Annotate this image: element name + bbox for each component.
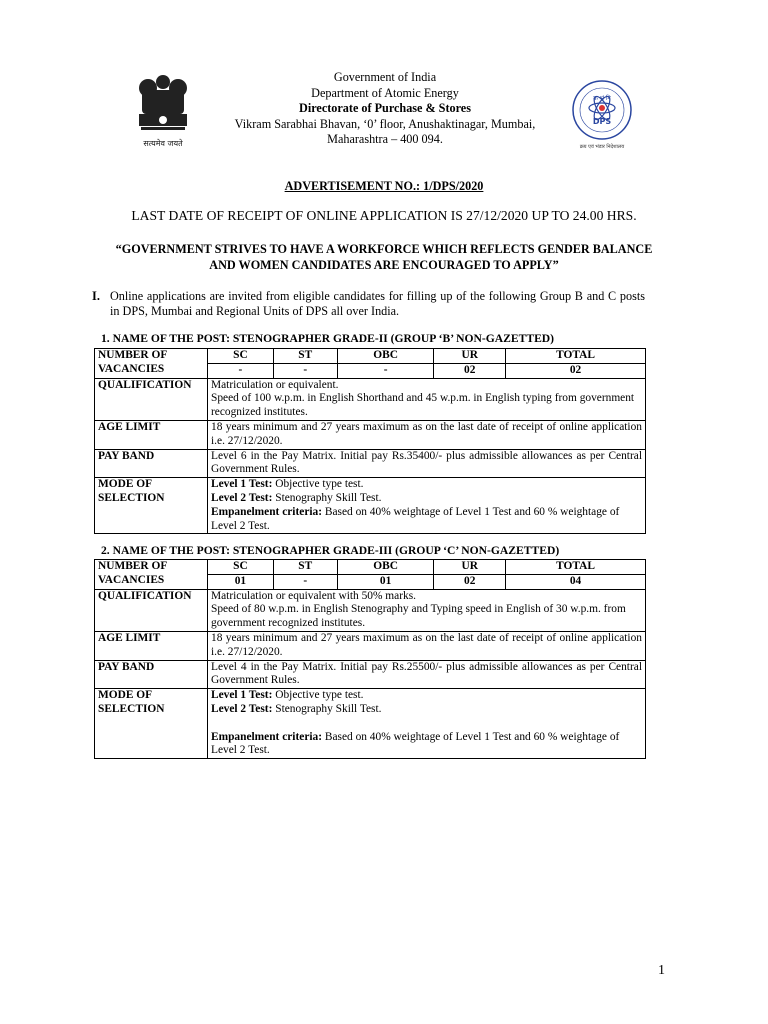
column-header: OBC xyxy=(337,560,434,575)
column-header: UR xyxy=(434,349,506,364)
column-header: SC xyxy=(208,349,274,364)
advertisement-number: ADVERTISEMENT NO.: 1/DPS/2020 xyxy=(284,179,484,193)
table-row xyxy=(95,349,646,364)
letterhead xyxy=(200,70,570,148)
svg-text:क्रय एवं भंडार निदेशालय: क्रय एवं भंडार निदेशालय xyxy=(579,144,625,150)
level-2-value: Stenography Skill Test. xyxy=(272,702,382,715)
vacancy-value: 02 xyxy=(434,363,506,378)
post-1-title: 1. NAME OF THE POST: STENOGRAPHER GRADE-II (GROUP ‘B’ NON-GAZETTED) xyxy=(101,332,555,345)
header-address-city: Maharashtra – 400 094. xyxy=(327,132,443,146)
vacancies-label: NUMBER OF VACANCIES xyxy=(95,349,208,379)
header-government: Government of India xyxy=(333,70,437,84)
post-2-table xyxy=(94,559,646,759)
mode-of-selection-label: MODE OF SELECTION xyxy=(95,478,208,534)
svg-text:सत्यमेव जयते: सत्यमेव जयते xyxy=(143,139,183,148)
vacancy-value: - xyxy=(273,574,337,589)
qualification-label: QUALIFICATION xyxy=(95,378,208,420)
qualification-line: Speed of 80 w.p.m. in English Stenography and Typing speed in English of 30 w.p.m. from government recognized institutes. xyxy=(211,603,626,630)
table-row xyxy=(95,631,646,660)
level-2-value: Stenography Skill Test. xyxy=(272,491,382,504)
svg-text:क्र भं नि: क्र भं नि xyxy=(593,95,611,102)
table-row xyxy=(95,378,646,420)
empanelment-criteria xyxy=(211,506,642,534)
mode-of-selection-cell xyxy=(208,478,646,534)
vacancy-value: 02 xyxy=(434,574,506,589)
intro-section-number: I. xyxy=(92,289,100,303)
level-2-label: Level 2 Test: xyxy=(211,491,273,504)
age-limit-value: 18 years minimum and 27 years maximum as on the last date of receipt of online application i.e. 27/12/2020. xyxy=(208,631,646,660)
age-limit-value: 18 years minimum and 27 years maximum as on the last date of receipt of online application i.e. 27/12/2020. xyxy=(208,420,646,449)
pay-band-value: Level 6 in the Pay Matrix. Initial pay Rs.35400/- plus admissible allowances as per Central Government Rules. xyxy=(208,449,646,478)
table-row xyxy=(95,660,646,689)
level-1-label: Level 1 Test: xyxy=(211,478,273,491)
vacancy-value: 02 xyxy=(506,363,646,378)
level-1-label: Level 1 Test: xyxy=(211,689,273,702)
mode-of-selection-label: MODE OF SELECTION xyxy=(95,689,208,759)
mode-of-selection-cell xyxy=(208,689,646,759)
qualification-cell xyxy=(208,378,646,420)
qualification-line: Matriculation or equivalent with 50% marks. xyxy=(211,589,416,602)
pay-band-label: PAY BAND xyxy=(95,449,208,478)
header-address-line: Vikram Sarabhai Bhavan, ‘0’ floor, Anushaktinagar, Mumbai, xyxy=(234,116,536,131)
page-number: 1 xyxy=(658,963,665,978)
column-header: UR xyxy=(434,560,506,575)
qualification-cell xyxy=(208,589,646,631)
qualification-line: Speed of 100 w.p.m. in English Shorthand and 45 w.p.m. in English typing from government recognized institutes. xyxy=(211,392,635,419)
vacancy-value: 04 xyxy=(506,574,646,589)
vacancy-value: 01 xyxy=(337,574,434,589)
header-department: Department of Atomic Energy xyxy=(311,85,459,100)
level-1-value: Objective type test. xyxy=(272,478,364,491)
qualification-label: QUALIFICATION xyxy=(95,589,208,631)
level-2-label: Level 2 Test: xyxy=(211,702,273,715)
qualification-line: Matriculation or equivalent. xyxy=(211,378,339,391)
svg-text:DPS: DPS xyxy=(592,117,612,126)
column-header: ST xyxy=(273,349,337,364)
empanelment-criteria xyxy=(211,731,642,759)
column-header: OBC xyxy=(337,349,434,364)
level-1-value: Objective type test. xyxy=(272,689,364,702)
national-emblem-logo xyxy=(128,72,198,150)
level-2-test xyxy=(211,703,642,717)
empanelment-value: Based on 40% weightage of Level 1 Test and 60 % weightage of Level 2 Test. xyxy=(211,505,620,532)
age-limit-label: AGE LIMIT xyxy=(95,420,208,449)
last-date-notice: LAST DATE OF RECEIPT OF ONLINE APPLICATION IS 27/12/2020 UP TO 24.00 HRS. xyxy=(131,208,637,223)
intro-paragraph: Online applications are invited from eligible candidates for filling up of the following Group B and C posts in DPS, Mumbai and Regional Units of DPS all over India. xyxy=(110,289,645,318)
empanelment-label: Empanelment criteria: xyxy=(211,505,323,518)
vacancy-value: - xyxy=(208,363,274,378)
post-2-title: 2. NAME OF THE POST: STENOGRAPHER GRADE-III (GROUP ‘C’ NON-GAZETTED) xyxy=(101,544,560,557)
level-1-test xyxy=(211,689,642,703)
age-limit-label: AGE LIMIT xyxy=(95,631,208,660)
post-1-table xyxy=(94,348,646,534)
gender-balance-quote: “GOVERNMENT STRIVES TO HAVE A WORKFORCE WHICH REFLECTS GENDER BALANCE AND WOMEN CANDIDATES ARE ENCOURAGED TO APPLY” xyxy=(115,242,653,272)
level-1-test xyxy=(211,478,642,492)
vacancy-value: - xyxy=(337,363,434,378)
pay-band-label: PAY BAND xyxy=(95,660,208,689)
column-header: SC xyxy=(208,560,274,575)
vacancies-label: NUMBER OF VACANCIES xyxy=(95,560,208,590)
table-row xyxy=(95,689,646,759)
dps-logo xyxy=(566,78,638,154)
spacer xyxy=(211,717,642,731)
vacancy-value: - xyxy=(273,363,337,378)
column-header: TOTAL xyxy=(506,560,646,575)
table-row xyxy=(95,478,646,534)
level-2-test xyxy=(211,492,642,506)
table-row xyxy=(95,560,646,575)
pay-band-value: Level 4 in the Pay Matrix. Initial pay Rs.25500/- plus admissible allowances as per Central Government Rules. xyxy=(208,660,646,689)
empanelment-label: Empanelment criteria: xyxy=(211,730,323,743)
table-row xyxy=(95,589,646,631)
header-directorate: Directorate of Purchase & Stores xyxy=(299,101,471,115)
empanelment-value: Based on 40% weightage of Level 1 Test and 60 % weightage of Level 2 Test. xyxy=(211,730,620,757)
vacancy-value: 01 xyxy=(208,574,274,589)
column-header: ST xyxy=(273,560,337,575)
table-row xyxy=(95,449,646,478)
column-header: TOTAL xyxy=(506,349,646,364)
table-row xyxy=(95,420,646,449)
